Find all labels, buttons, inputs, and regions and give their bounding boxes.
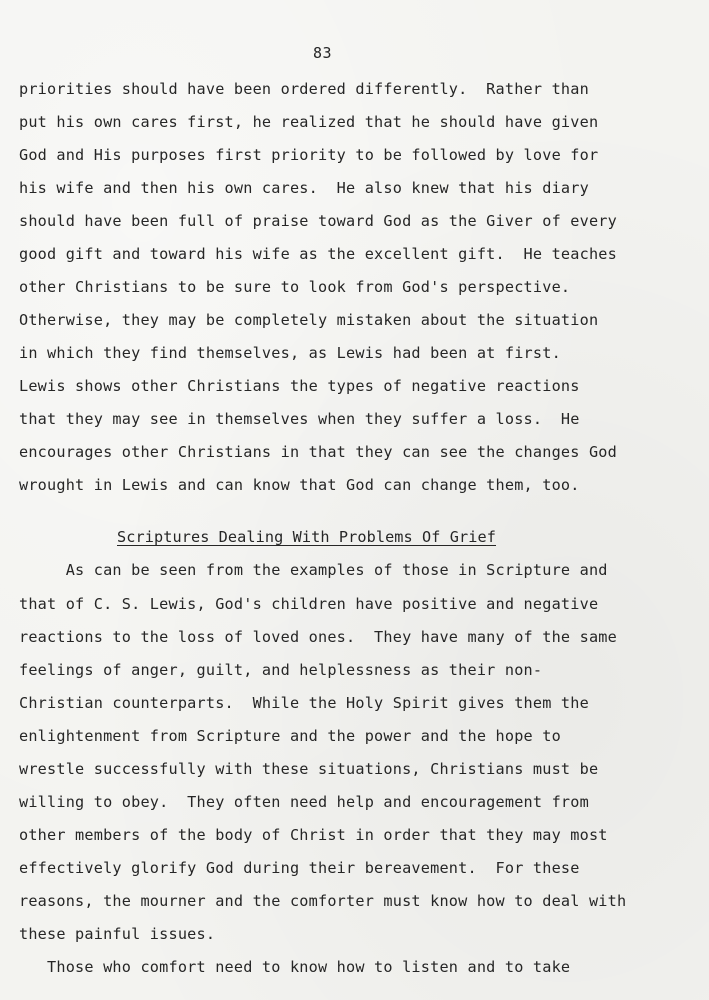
- text-line: Those who comfort need to know how to listen and to take: [19, 958, 571, 976]
- text-line: reactions to the loss of loved ones. They have many of the same: [19, 628, 617, 646]
- text-line: Christian counterparts. While the Holy Spirit gives them the: [19, 694, 589, 712]
- text-line: that of C. S. Lewis, God's children have positive and negative: [19, 595, 599, 613]
- text-line: put his own cares first, he realized that he should have given: [19, 113, 599, 131]
- text-line: should have been full of praise toward God as the Giver of every: [19, 212, 617, 230]
- text-line: good gift and toward his wife as the excellent gift. He teaches: [19, 245, 617, 263]
- text-line: wrestle successfully with these situations, Christians must be: [19, 760, 599, 778]
- text-line: reasons, the mourner and the comforter must know how to deal with: [19, 892, 627, 910]
- text-line: that they may see in themselves when they suffer a loss. He: [19, 410, 580, 428]
- text-line: these painful issues.: [19, 925, 216, 943]
- text-line: As can be seen from the examples of those in Scripture and: [19, 561, 608, 579]
- text-line: effectively glorify God during their bereavement. For these: [19, 859, 580, 877]
- text-line: priorities should have been ordered differently. Rather than: [19, 80, 589, 98]
- text-line: wrought in Lewis and can know that God can change them, too.: [19, 476, 580, 494]
- text-line: encourages other Christians in that they can see the changes God: [19, 443, 617, 461]
- text-line: willing to obey. They often need help and encouragement from: [19, 793, 589, 811]
- text-line: other members of the body of Christ in order that they may most: [19, 826, 608, 844]
- text-line: his wife and then his own cares. He also knew that his diary: [19, 179, 589, 197]
- text-line: enlightenment from Scripture and the power and the hope to: [19, 727, 561, 745]
- section-heading: Scriptures Dealing With Problems Of Grief: [117, 528, 496, 546]
- text-line: other Christians to be sure to look from God's perspective.: [19, 278, 571, 296]
- text-line: Lewis shows other Christians the types of negative reactions: [19, 377, 580, 395]
- text-line: God and His purposes first priority to be followed by love for: [19, 146, 599, 164]
- page-number: 83: [313, 44, 333, 62]
- text-line: in which they find themselves, as Lewis had been at first.: [19, 344, 561, 362]
- text-line: feelings of anger, guilt, and helplessness as their non-: [19, 661, 543, 679]
- text-line: Otherwise, they may be completely mistaken about the situation: [19, 311, 599, 329]
